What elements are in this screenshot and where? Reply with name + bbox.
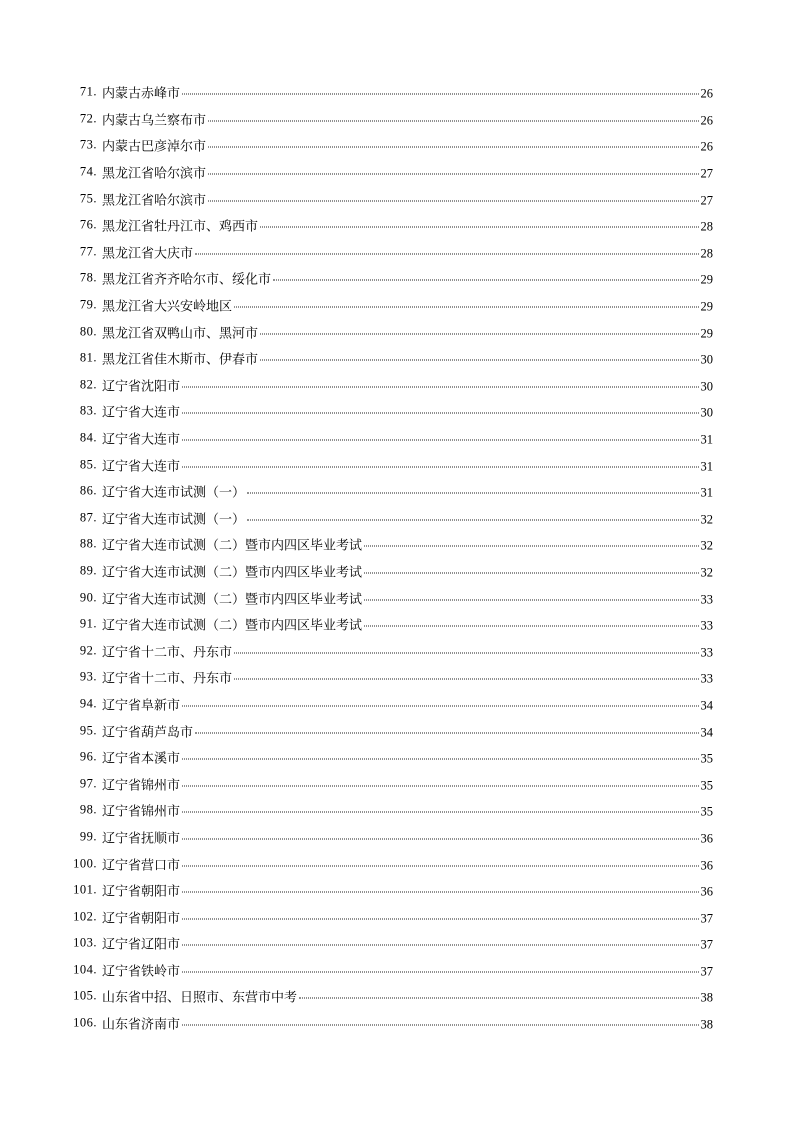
- toc-entry-title[interactable]: 辽宁省大连市试测（二）暨市内四区毕业考试: [102, 538, 363, 554]
- dot-leader: [364, 599, 698, 600]
- toc-entry[interactable]: [0, 265, 794, 292]
- toc-entry-page-number: 31: [700, 459, 713, 474]
- toc-entry[interactable]: [0, 744, 794, 771]
- toc-entry[interactable]: [0, 930, 794, 957]
- toc-entry-line: [102, 83, 713, 102]
- toc-entry[interactable]: [0, 770, 794, 797]
- toc-entry-page-number: 36: [700, 858, 713, 873]
- toc-entry[interactable]: [0, 957, 794, 984]
- toc-entry-page-number: 30: [700, 405, 713, 420]
- toc-entry-title[interactable]: 辽宁省大连市试测（二）暨市内四区毕业考试: [102, 565, 363, 581]
- toc-entry[interactable]: [0, 877, 794, 904]
- toc-entry-title[interactable]: 辽宁省大连市试测（一）: [102, 512, 246, 528]
- toc-entry-title[interactable]: 辽宁省十二市、丹东市: [102, 671, 233, 687]
- toc-entry[interactable]: [0, 584, 794, 611]
- toc-entry[interactable]: [0, 185, 794, 212]
- dot-leader: [234, 652, 698, 653]
- dot-leader: [182, 413, 698, 414]
- toc-entry-page-number: 34: [700, 698, 713, 713]
- toc-entry-title[interactable]: 辽宁省锦州市: [102, 804, 181, 820]
- dot-leader: [182, 918, 698, 919]
- toc-entry-number: 99.: [79, 829, 97, 844]
- toc-entry-line: [102, 561, 713, 580]
- toc-entry-number: 82.: [79, 377, 97, 392]
- toc-entry[interactable]: [0, 398, 794, 425]
- toc-entry[interactable]: [0, 850, 794, 877]
- toc-entry-title[interactable]: 辽宁省大连市: [102, 459, 181, 475]
- toc-entry-page-number: 33: [700, 671, 713, 686]
- toc-entry-line: [102, 668, 713, 687]
- toc-entry-title[interactable]: 辽宁省辽阳市: [102, 937, 181, 953]
- toc-entry-page-number: 38: [700, 990, 713, 1005]
- dot-leader: [182, 705, 698, 706]
- toc-entry-number: 80.: [79, 324, 97, 339]
- toc-entry-number: 93.: [79, 669, 97, 684]
- dot-leader: [208, 120, 698, 121]
- toc-entry-number: 85.: [79, 457, 97, 472]
- toc-entry-page-number: 37: [700, 964, 713, 979]
- toc-entry-title[interactable]: 黑龙江省双鸭山市、黑河市: [102, 326, 259, 342]
- toc-entry-line: [102, 907, 713, 926]
- toc-entry-page-number: 27: [700, 193, 713, 208]
- toc-entry-page-number: 29: [700, 326, 713, 341]
- toc-entry[interactable]: [0, 983, 794, 1010]
- toc-entry-number: 101.: [73, 882, 97, 897]
- toc-entry-page-number: 27: [700, 166, 713, 181]
- toc-entry-page-number: 35: [700, 778, 713, 793]
- toc-entry-page-number: 33: [700, 618, 713, 633]
- dot-leader: [195, 253, 698, 254]
- toc-entry-page-number: 30: [700, 352, 713, 367]
- toc-entry-title[interactable]: 黑龙江省哈尔滨市: [102, 166, 207, 182]
- toc-entry-line: [102, 322, 713, 341]
- toc-entry[interactable]: [0, 372, 794, 399]
- dot-leader: [260, 227, 698, 228]
- toc-entry-line: [102, 242, 713, 261]
- table-of-contents: [0, 79, 794, 1036]
- toc-entry-title[interactable]: 内蒙古乌兰察布市: [102, 113, 207, 129]
- toc-entry-number: 71.: [79, 84, 97, 99]
- toc-entry-line: [102, 615, 713, 634]
- toc-entry[interactable]: [0, 212, 794, 239]
- dot-leader: [247, 519, 698, 520]
- dot-leader: [260, 360, 698, 361]
- toc-entry[interactable]: [0, 159, 794, 186]
- toc-entry[interactable]: [0, 797, 794, 824]
- toc-entry-line: [102, 881, 713, 900]
- toc-entry[interactable]: [0, 903, 794, 930]
- toc-entry-number: 76.: [79, 217, 97, 232]
- toc-entry-line: [102, 269, 713, 288]
- toc-entry[interactable]: [0, 664, 794, 691]
- toc-entry-page-number: 35: [700, 751, 713, 766]
- toc-entry-line: [102, 854, 713, 873]
- toc-entry[interactable]: [0, 292, 794, 319]
- toc-entry-title[interactable]: 辽宁省大连市: [102, 405, 181, 421]
- dot-leader: [182, 865, 698, 866]
- toc-entry-page-number: 26: [700, 139, 713, 154]
- toc-entry[interactable]: [0, 531, 794, 558]
- toc-entry-title[interactable]: 内蒙古巴彦淖尔市: [102, 139, 207, 155]
- toc-entry-line: [102, 508, 713, 527]
- dot-leader: [182, 812, 698, 813]
- toc-entry-title[interactable]: 辽宁省十二市、丹东市: [102, 645, 233, 661]
- dot-leader: [234, 679, 698, 680]
- toc-entry-line: [102, 455, 713, 474]
- toc-entry-number: 92.: [79, 643, 97, 658]
- toc-entry-number: 97.: [79, 776, 97, 791]
- toc-entry-line: [102, 375, 713, 394]
- toc-entry-line: [102, 987, 713, 1006]
- dot-leader: [182, 971, 698, 972]
- toc-entry[interactable]: [0, 425, 794, 452]
- toc-entry-page-number: 37: [700, 911, 713, 926]
- toc-entry-title[interactable]: 辽宁省大连市试测（二）暨市内四区毕业考试: [102, 592, 363, 608]
- toc-entry-number: 103.: [73, 935, 97, 950]
- toc-entry-number: 77.: [79, 244, 97, 259]
- toc-entry-line: [102, 429, 713, 448]
- toc-entry[interactable]: [0, 691, 794, 718]
- toc-entry-title[interactable]: 山东省济南市: [102, 1017, 181, 1033]
- toc-entry-line: [102, 801, 713, 820]
- toc-entry-line: [102, 189, 713, 208]
- toc-entry-number: 86.: [79, 483, 97, 498]
- toc-entry-line: [102, 349, 713, 368]
- toc-entry-number: 75.: [79, 191, 97, 206]
- toc-entry-line: [102, 296, 713, 315]
- toc-entry-number: 74.: [79, 164, 97, 179]
- dot-leader: [208, 147, 698, 148]
- dot-leader: [182, 440, 698, 441]
- toc-entry-title[interactable]: 辽宁省沈阳市: [102, 379, 181, 395]
- toc-entry-number: 96.: [79, 749, 97, 764]
- toc-entry-title[interactable]: 辽宁省大连市: [102, 432, 181, 448]
- toc-entry-line: [102, 774, 713, 793]
- toc-entry[interactable]: [0, 318, 794, 345]
- toc-entry-title[interactable]: 辽宁省铁岭市: [102, 964, 181, 980]
- toc-entry-number: 83.: [79, 403, 97, 418]
- toc-entry-title[interactable]: 辽宁省阜新市: [102, 698, 181, 714]
- toc-entry-title[interactable]: 辽宁省大连市试测（一）: [102, 485, 246, 501]
- toc-entry-title[interactable]: 黑龙江省哈尔滨市: [102, 193, 207, 209]
- toc-entry-title[interactable]: 辽宁省朝阳市: [102, 884, 181, 900]
- toc-entry-title[interactable]: 山东省中招、日照市、东营市中考: [102, 990, 298, 1006]
- toc-entry-page-number: 36: [700, 884, 713, 899]
- toc-entry-page-number: 31: [700, 432, 713, 447]
- toc-entry[interactable]: [0, 824, 794, 851]
- toc-entry-number: 105.: [73, 988, 97, 1003]
- toc-entry-number: 102.: [73, 909, 97, 924]
- toc-entry-line: [102, 163, 713, 182]
- dot-leader: [364, 572, 698, 573]
- toc-entry-page-number: 26: [700, 113, 713, 128]
- toc-entry-title[interactable]: 辽宁省大连市试测（二）暨市内四区毕业考试: [102, 618, 363, 634]
- dot-leader: [247, 493, 698, 494]
- toc-entry-number: 79.: [79, 297, 97, 312]
- toc-entry-page-number: 32: [700, 512, 713, 527]
- toc-entry-number: 78.: [79, 270, 97, 285]
- dot-leader: [182, 838, 698, 839]
- dot-leader: [364, 626, 698, 627]
- toc-entry-page-number: 28: [700, 219, 713, 234]
- toc-entry-title[interactable]: 辽宁省锦州市: [102, 778, 181, 794]
- toc-entry-page-number: 35: [700, 804, 713, 819]
- toc-entry[interactable]: [0, 478, 794, 505]
- toc-entry-number: 73.: [79, 137, 97, 152]
- toc-entry[interactable]: [0, 717, 794, 744]
- toc-entry-number: 94.: [79, 696, 97, 711]
- dot-leader: [182, 466, 698, 467]
- toc-entry-number: 87.: [79, 510, 97, 525]
- toc-entry-line: [102, 588, 713, 607]
- toc-entry-number: 95.: [79, 723, 97, 738]
- toc-entry-page-number: 38: [700, 1017, 713, 1032]
- dot-leader: [260, 333, 698, 334]
- toc-entry-line: [102, 960, 713, 979]
- toc-entry-number: 91.: [79, 616, 97, 631]
- dot-leader: [182, 386, 698, 387]
- dot-leader: [208, 174, 698, 175]
- toc-entry-page-number: 31: [700, 485, 713, 500]
- toc-entry-line: [102, 216, 713, 235]
- dot-leader: [182, 94, 698, 95]
- toc-entry-title[interactable]: 黑龙江省大兴安岭地区: [102, 299, 233, 315]
- dot-leader: [299, 998, 698, 999]
- toc-entry[interactable]: [0, 505, 794, 532]
- toc-entry[interactable]: [0, 611, 794, 638]
- toc-entry-title[interactable]: 内蒙古赤峰市: [102, 86, 181, 102]
- toc-entry-page-number: 32: [700, 538, 713, 553]
- toc-entry-number: 81.: [79, 350, 97, 365]
- toc-entry-number: 100.: [73, 856, 97, 871]
- toc-entry-title[interactable]: 黑龙江省齐齐哈尔市、绥化市: [102, 272, 272, 288]
- toc-entry-page-number: 33: [700, 592, 713, 607]
- toc-entry-number: 98.: [79, 802, 97, 817]
- dot-leader: [182, 892, 698, 893]
- toc-entry[interactable]: [0, 79, 794, 106]
- toc-entry[interactable]: [0, 637, 794, 664]
- dot-leader: [182, 785, 698, 786]
- toc-entry-title[interactable]: 辽宁省本溪市: [102, 751, 181, 767]
- toc-entry-number: 106.: [73, 1015, 97, 1030]
- dot-leader: [234, 307, 698, 308]
- dot-leader: [208, 200, 698, 201]
- toc-entry-line: [102, 827, 713, 846]
- toc-entry-page-number: 36: [700, 831, 713, 846]
- toc-entry-page-number: 28: [700, 246, 713, 261]
- dot-leader: [182, 945, 698, 946]
- toc-entry-title[interactable]: 辽宁省朝阳市: [102, 911, 181, 927]
- toc-entry[interactable]: [0, 106, 794, 133]
- toc-entry-line: [102, 535, 713, 554]
- dot-leader: [182, 1025, 698, 1026]
- toc-entry-number: 88.: [79, 536, 97, 551]
- toc-entry-line: [102, 748, 713, 767]
- toc-entry-title[interactable]: 黑龙江省牡丹江市、鸡西市: [102, 219, 259, 235]
- toc-entry-title[interactable]: 辽宁省抚顺市: [102, 831, 181, 847]
- toc-entry[interactable]: [0, 558, 794, 585]
- toc-entry-number: 89.: [79, 563, 97, 578]
- toc-entry[interactable]: [0, 345, 794, 372]
- dot-leader: [182, 759, 698, 760]
- toc-entry-page-number: 29: [700, 299, 713, 314]
- toc-entry-line: [102, 641, 713, 660]
- toc-entry-line: [102, 109, 713, 128]
- toc-entry[interactable]: [0, 1010, 794, 1037]
- toc-entry-title[interactable]: 辽宁省葫芦岛市: [102, 725, 194, 741]
- toc-entry-page-number: 29: [700, 272, 713, 287]
- toc-entry-page-number: 34: [700, 725, 713, 740]
- dot-leader: [195, 732, 698, 733]
- toc-entry-line: [102, 694, 713, 713]
- toc-entry-line: [102, 402, 713, 421]
- toc-entry[interactable]: [0, 451, 794, 478]
- dot-leader: [364, 546, 698, 547]
- toc-entry-title[interactable]: 黑龙江省佳木斯市、伊春市: [102, 352, 259, 368]
- toc-entry-number: 84.: [79, 430, 97, 445]
- toc-entry-page-number: 26: [700, 86, 713, 101]
- toc-entry-title[interactable]: 辽宁省营口市: [102, 858, 181, 874]
- toc-entry-number: 72.: [79, 111, 97, 126]
- toc-entry-number: 104.: [73, 962, 97, 977]
- toc-entry-line: [102, 136, 713, 155]
- toc-entry-line: [102, 721, 713, 740]
- toc-entry-page-number: 37: [700, 937, 713, 952]
- toc-entry[interactable]: [0, 132, 794, 159]
- toc-entry-page-number: 33: [700, 645, 713, 660]
- toc-entry-title[interactable]: 黑龙江省大庆市: [102, 246, 194, 262]
- dot-leader: [273, 280, 698, 281]
- toc-entry-page-number: 30: [700, 379, 713, 394]
- toc-entry-line: [102, 934, 713, 953]
- toc-entry-page-number: 32: [700, 565, 713, 580]
- toc-entry-line: [102, 482, 713, 501]
- toc-entry-line: [102, 1014, 713, 1033]
- toc-entry-number: 90.: [79, 590, 97, 605]
- toc-entry[interactable]: [0, 239, 794, 266]
